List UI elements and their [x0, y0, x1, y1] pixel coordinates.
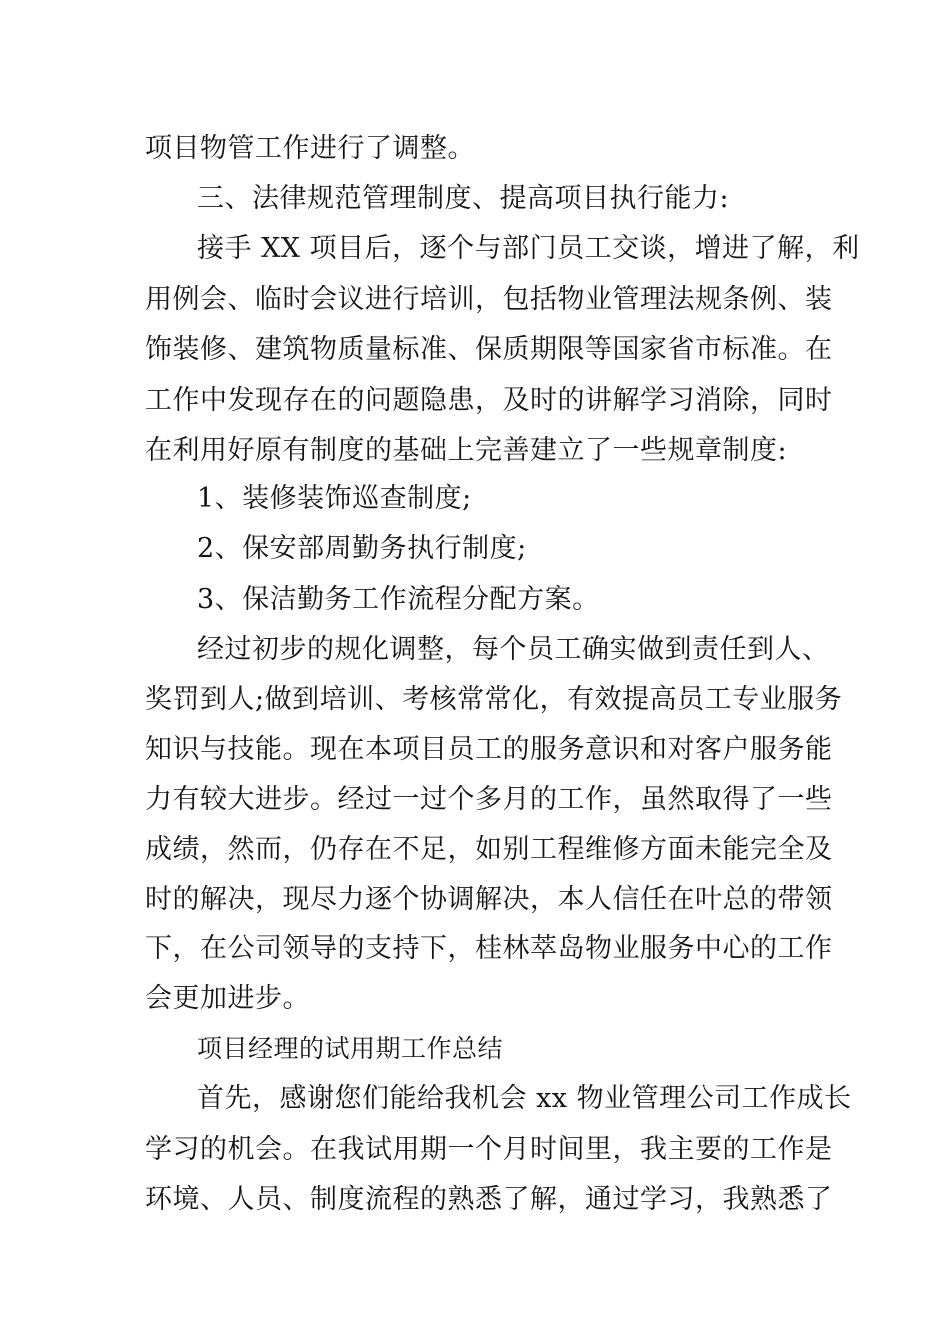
paragraph-line: 知识与技能。现在本项目员工的服务意识和对客户服务能	[145, 734, 833, 765]
list-item: 2、保安部周勤务执行制度;	[197, 533, 527, 564]
paragraph-line: 经过初步的规化调整，每个员工确实做到责任到人、	[197, 634, 830, 665]
paragraph-line: 环境、人员、制度流程的熟悉了解，通过学习，我熟悉了	[145, 1184, 833, 1215]
paragraph-line: 奖罚到人;做到培训、考核常常化，有效提高员工专业服务	[145, 684, 843, 715]
paragraph-line: 在利用好原有制度的基础上完善建立了一些规章制度:	[145, 435, 788, 466]
paragraph-line: 学习的机会。在我试用期一个月时间里，我主要的工作是	[145, 1134, 833, 1165]
list-item: 1、装修装饰巡查制度;	[197, 483, 472, 514]
paragraph-line: 项目物管工作进行了调整。	[145, 133, 475, 164]
paragraph-line: 力有较大进步。经过一过个多月的工作，虽然取得了一些	[145, 784, 833, 815]
paragraph-line: 下，在公司领导的支持下，桂林萃岛物业服务中心的工作	[145, 933, 833, 964]
paragraph-line: 用例会、临时会议进行培训，包括物业管理法规条例、装	[145, 284, 833, 315]
section-heading: 三、法律规范管理制度、提高项目执行能力:	[197, 183, 730, 214]
paragraph-line: 首先，感谢您们能给我机会 xx 物业管理公司工作成长	[197, 1083, 852, 1114]
paragraph-line: 时的解决，现尽力逐个协调解决，本人信任在叶总的带领	[145, 884, 833, 915]
paragraph-line: 工作中发现存在的问题隐患，及时的讲解学习消除，同时	[145, 385, 833, 416]
section-title: 项目经理的试用期工作总结	[197, 1034, 504, 1063]
paragraph-line: 接手 XX 项目后，逐个与部门员工交谈，增进了解，利	[197, 233, 860, 264]
paragraph-line: 会更加进步。	[145, 983, 310, 1014]
list-item: 3、保洁勤务工作流程分配方案。	[197, 584, 600, 615]
paragraph-line: 成绩，然而，仍存在不足，如别工程维修方面未能完全及	[145, 834, 833, 865]
paragraph-line: 饰装修、建筑物质量标准、保质期限等国家省市标准。在	[145, 334, 833, 365]
